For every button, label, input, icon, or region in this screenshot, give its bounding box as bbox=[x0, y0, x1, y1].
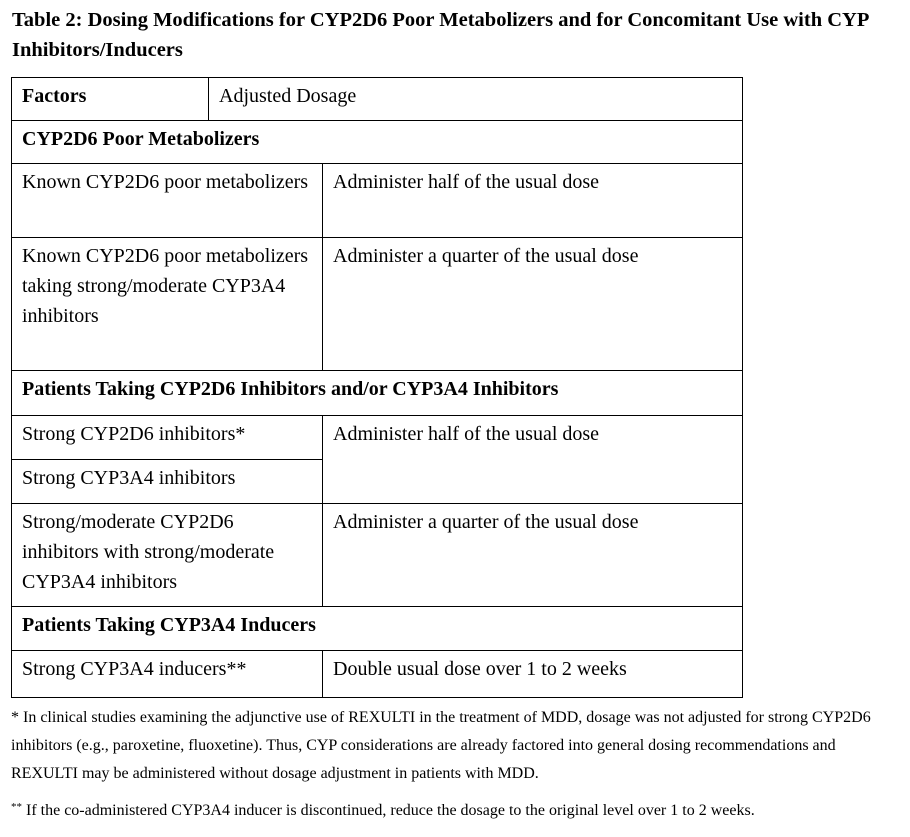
factor-cell: Strong CYP3A4 inhibitors bbox=[12, 460, 323, 504]
table-row bbox=[12, 416, 743, 460]
factor-cell: Strong CYP2D6 inhibitors* bbox=[12, 416, 323, 460]
section-heading-row bbox=[12, 607, 743, 651]
dosage-cell: Administer half of the usual dose bbox=[323, 416, 743, 504]
factor-cell: Strong/moderate CYP2D6 inhibitors with strong/moderate CYP3A4 inhibitors bbox=[12, 504, 323, 607]
footnote-2-marker: ** bbox=[11, 801, 22, 813]
header-factors: Factors bbox=[12, 78, 209, 121]
section-heading-inducers: Patients Taking CYP3A4 Inducers bbox=[12, 607, 743, 651]
table-row bbox=[12, 238, 743, 371]
section-heading-poor-metabolizers: CYP2D6 Poor Metabolizers bbox=[12, 121, 743, 164]
factor-cell: Strong CYP3A4 inducers** bbox=[12, 651, 323, 698]
footnote-2 bbox=[11, 797, 906, 825]
dosage-cell: Administer half of the usual dose bbox=[323, 164, 743, 238]
footnote-1: * In clinical studies examining the adjunctive use of REXULTI in the treatment of MDD, dosage was not adjusted for strong CYP2D6 inhibitors (e.g., paroxetine, fluoxetine). Thus, CYP considerations are already factored into general dosing recommendations and REXULTI may be administered without dosage adjustment in patients with MDD. bbox=[11, 709, 871, 782]
section-heading-inhibitors: Patients Taking CYP2D6 Inhibitors and/or CYP3A4 Inhibitors bbox=[12, 371, 743, 416]
dosing-table bbox=[11, 77, 743, 698]
dosage-cell: Administer a quarter of the usual dose bbox=[323, 504, 743, 607]
footnote-2-text: If the co-administered CYP3A4 inducer is discontinued, reduce the dosage to the original level over 1 to 2 weeks. bbox=[22, 802, 755, 819]
dosage-cell: Administer a quarter of the usual dose bbox=[323, 238, 743, 371]
section-heading-row bbox=[12, 121, 743, 164]
factor-cell: Known CYP2D6 poor metabolizers taking strong/moderate CYP3A4 inhibitors bbox=[12, 238, 323, 371]
section-heading-row bbox=[12, 371, 743, 416]
table-row bbox=[12, 504, 743, 607]
dosage-cell: Double usual dose over 1 to 2 weeks bbox=[323, 651, 743, 698]
table-row bbox=[12, 651, 743, 698]
header-adjusted-dosage: Adjusted Dosage bbox=[209, 78, 743, 121]
factor-cell: Known CYP2D6 poor metabolizers bbox=[12, 164, 323, 238]
table-row bbox=[12, 164, 743, 238]
table-header-row bbox=[12, 78, 743, 121]
table-title: Table 2: Dosing Modifications for CYP2D6 Poor Metabolizers and for Concomitant Use with CYP Inhibitors/Inducers bbox=[12, 9, 869, 61]
